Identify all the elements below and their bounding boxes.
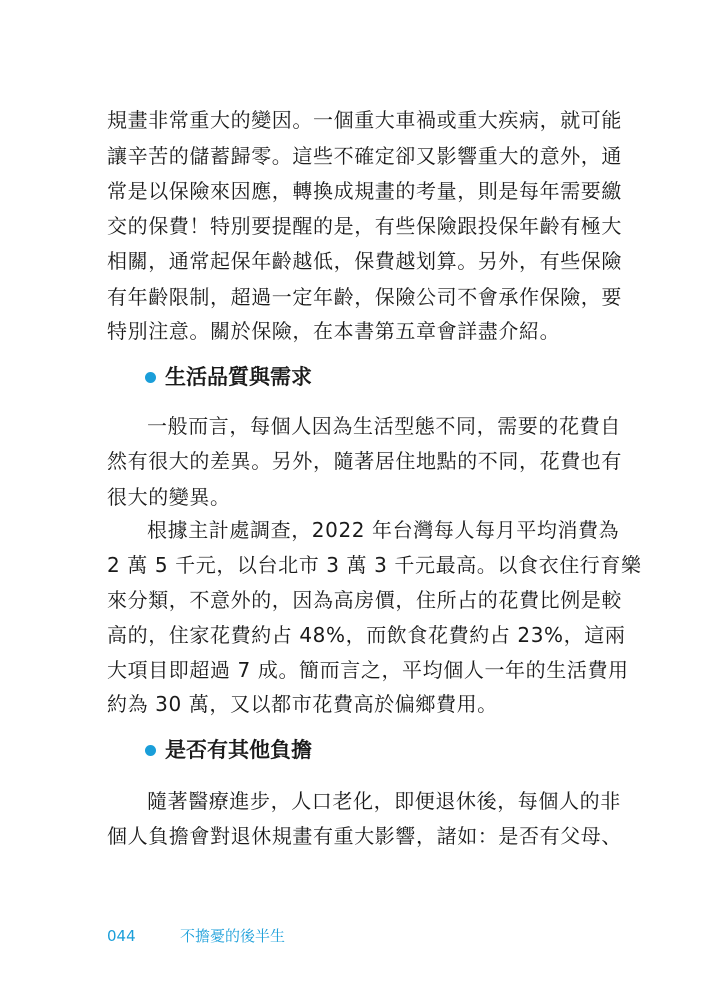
- section-heading-other-burdens: [145, 735, 312, 765]
- text-line: 交的保費！特別要提醒的是，有些保險跟投保年齡有極大: [107, 214, 622, 238]
- section-heading-text: 是否有其他負擔: [165, 738, 312, 762]
- page-number: 044: [107, 927, 136, 945]
- text-line: 有年齡限制，超過一定年齡，保險公司不會承作保險，要: [107, 285, 622, 309]
- text-line: 隨著醫療進步，人口老化，即便退休後，每個人的非: [147, 789, 621, 813]
- bullet-dot-icon: [145, 372, 156, 383]
- text-line: 來分類，不意外的，因為高房價，住所占的花費比例是較: [107, 588, 622, 612]
- text-line: 讓辛苦的儲蓄歸零。這些不確定卻又影響重大的意外，通: [107, 144, 622, 168]
- section-heading-text: 生活品質與需求: [165, 365, 312, 389]
- text-line: 一般而言，每個人因為生活型態不同，需要的花費自: [147, 414, 621, 438]
- text-line: 然有很大的差異。另外，隨著居住地點的不同，花費也有: [107, 449, 622, 473]
- text-line: 常是以保險來因應，轉換成規畫的考量，則是每年需要繳: [107, 179, 622, 203]
- text-line: 個人負擔會對退休規畫有重大影響，諸如：是否有父母、: [107, 824, 622, 848]
- text-line: 相關，通常起保年齡越低，保費越划算。另外，有些保險: [107, 249, 622, 273]
- page-footer: [107, 925, 286, 947]
- section-heading-quality-of-life: [145, 362, 312, 392]
- text-line: 特別注意。關於保險，在本書第五章會詳盡介紹。: [107, 319, 561, 343]
- text-line: 很大的變異。: [107, 485, 231, 509]
- text-line: 根據主計處調查，2022 年台灣每人每月平均消費為: [147, 518, 620, 542]
- book-title: 不擔憂的後半生: [180, 927, 286, 945]
- text-line: 大項目即超過 7 成。簡而言之，平均個人一年的生活費用: [107, 658, 629, 682]
- text-line: 約為 30 萬，又以都市花費高於偏鄉費用。: [107, 692, 498, 716]
- text-line: 規畫非常重大的變因。一個重大車禍或重大疾病，就可能: [107, 108, 622, 132]
- text-line: 高的，住家花費約占 48%，而飲食花費約占 23%，這兩: [107, 623, 626, 647]
- text-line: 2 萬 5 千元，以台北市 3 萬 3 千元最高。以食衣住行育樂: [107, 553, 642, 577]
- bullet-dot-icon: [145, 745, 156, 756]
